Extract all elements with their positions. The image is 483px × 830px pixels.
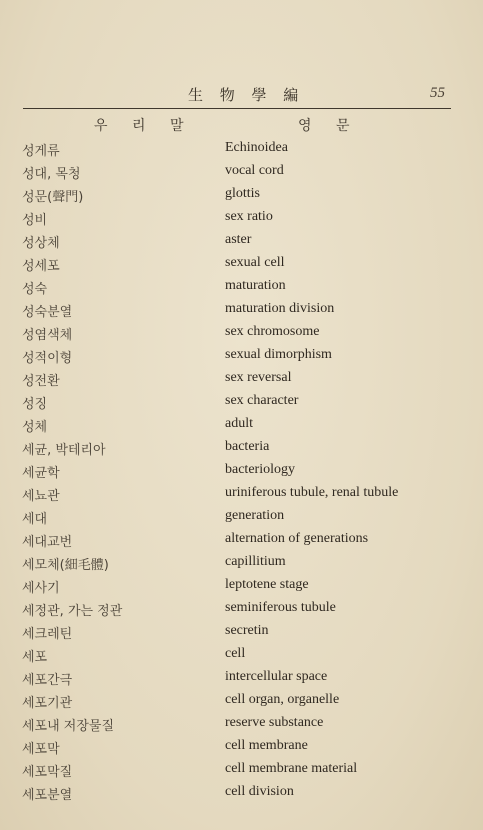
english-term: Echinoidea [225, 140, 288, 155]
glossary-entry [0, 667, 483, 690]
section-title: 生 物 學 編 [188, 86, 305, 104]
english-term: bacteria [225, 439, 270, 454]
english-term: uriniferous tubule, renal tubule [225, 485, 399, 500]
glossary-entry [0, 506, 483, 529]
korean-term: 세대 [22, 512, 48, 527]
english-term: glottis [225, 186, 261, 201]
english-term: maturation division [225, 301, 335, 316]
english-term: leptotene stage [225, 577, 309, 592]
glossary-entry [0, 621, 483, 644]
english-term: vocal cord [225, 163, 284, 178]
korean-term: 세포간극 [22, 673, 73, 688]
glossary-entry [0, 253, 483, 276]
glossary-entry [0, 529, 483, 552]
glossary-entry [0, 460, 483, 483]
glossary-entry [0, 713, 483, 736]
english-term: reserve substance [225, 715, 324, 730]
korean-term: 성체 [22, 420, 48, 435]
korean-term: 세균, 박테리아 [22, 443, 106, 458]
english-term: capillitium [225, 554, 286, 569]
glossary-entry [0, 483, 483, 506]
english-term: intercellular space [225, 669, 328, 684]
korean-term: 성숙 [22, 282, 48, 297]
korean-term: 성징 [22, 397, 48, 412]
english-term: adult [225, 416, 253, 431]
english-column-heading: 영 문 [298, 118, 360, 134]
korean-term: 세균학 [22, 466, 60, 481]
english-term: cell [225, 646, 246, 661]
korean-term: 성세포 [22, 259, 60, 274]
korean-term: 세포기관 [22, 696, 73, 711]
english-term: alternation of generations [225, 531, 369, 546]
korean-term: 성적이형 [22, 351, 73, 366]
glossary-entry [0, 299, 483, 322]
korean-term: 성게류 [22, 144, 60, 159]
korean-term: 성문(聲門) [22, 190, 84, 205]
english-term: sex character [225, 393, 299, 408]
korean-term: 세뇨관 [22, 489, 60, 504]
header-rule [23, 108, 451, 109]
english-term: generation [225, 508, 285, 523]
english-term: aster [225, 232, 252, 247]
english-term: sexual cell [225, 255, 285, 270]
english-term: sex chromosome [225, 324, 320, 339]
glossary-list [0, 138, 483, 805]
glossary-entry [0, 184, 483, 207]
korean-term: 세사기 [22, 581, 60, 596]
english-term: sexual dimorphism [225, 347, 332, 362]
glossary-entry [0, 736, 483, 759]
glossary-entry [0, 575, 483, 598]
glossary-entry [0, 437, 483, 460]
glossary-entry [0, 276, 483, 299]
glossary-entry [0, 759, 483, 782]
korean-term: 성비 [22, 213, 48, 228]
glossary-entry [0, 644, 483, 667]
glossary-entry [0, 230, 483, 253]
korean-term: 세모체(細毛體) [22, 558, 109, 573]
korean-column-heading: 우 리 말 [94, 118, 194, 134]
korean-term: 성숙분열 [22, 305, 73, 320]
korean-term: 세정관, 가는 정관 [22, 604, 123, 619]
english-term: sex reversal [225, 370, 292, 385]
english-term: bacteriology [225, 462, 295, 477]
korean-term: 세포 [22, 650, 48, 665]
glossary-entry [0, 782, 483, 805]
english-term: cell membrane material [225, 761, 358, 776]
glossary-entry [0, 138, 483, 161]
glossary-entry [0, 161, 483, 184]
korean-term: 세대교번 [22, 535, 73, 550]
page-number: 55 [430, 85, 445, 101]
korean-term: 세크레틴 [22, 627, 73, 642]
english-term: seminiferous tubule [225, 600, 336, 615]
korean-term: 세포분열 [22, 788, 73, 803]
korean-term: 성상체 [22, 236, 60, 251]
english-term: secretin [225, 623, 269, 638]
glossary-entry [0, 322, 483, 345]
korean-term: 성대, 목청 [22, 167, 81, 182]
glossary-entry [0, 690, 483, 713]
glossary-entry [0, 368, 483, 391]
glossary-entry [0, 391, 483, 414]
english-term: cell membrane [225, 738, 308, 753]
korean-term: 세포막질 [22, 765, 73, 780]
korean-term: 세포내 저장물질 [22, 719, 115, 734]
korean-term: 세포막 [22, 742, 60, 757]
english-term: sex ratio [225, 209, 273, 224]
korean-term: 성전환 [22, 374, 60, 389]
glossary-entry [0, 414, 483, 437]
glossary-entry [0, 345, 483, 368]
english-term: cell organ, organelle [225, 692, 340, 707]
glossary-entry [0, 598, 483, 621]
english-term: maturation [225, 278, 286, 293]
english-term: cell division [225, 784, 294, 799]
korean-term: 성염색체 [22, 328, 73, 343]
page-header [0, 84, 483, 108]
glossary-entry [0, 207, 483, 230]
glossary-entry [0, 552, 483, 575]
